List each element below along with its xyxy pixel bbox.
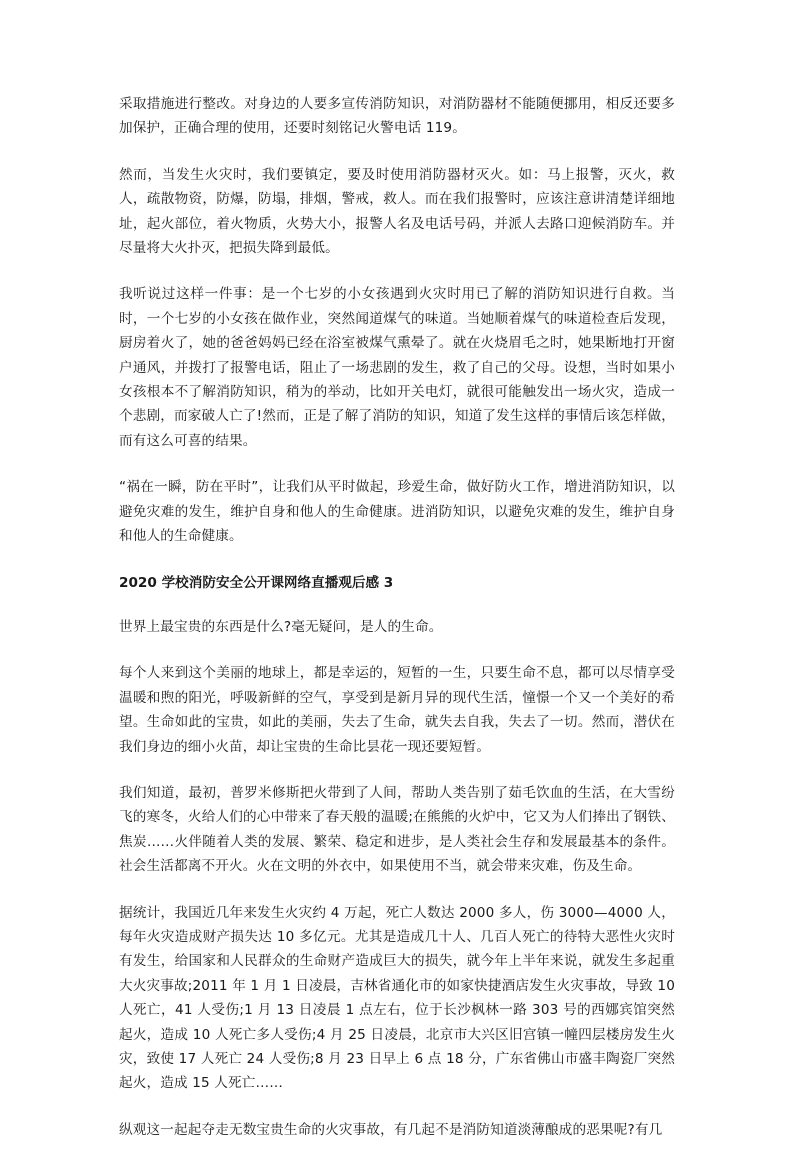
paragraph: 每个人来到这个美丽的地球上，都是幸运的，短暂的一生，只要生命不息，都可以尽情享受温暖和煦的阳光，呼吸新鲜的空气，享受到是新月异的现代生活，憧憬一个又一个美好的希望。生命如此的宝贵，如此的美丽，失去了生命，就失去自我，失去了一切。然而，潜伏在我们身边的细小火苗，却让宝贵的生命比昙花一现还要短暂。 xyxy=(119,665,675,755)
paragraph: “祸在一瞬，防在平时”，让我们从平时做起，珍爱生命，做好防火工作，增进消防知识，以避免灾难的发生，维护自身和他人的生命健康。进消防知识，以避免灾难的发生，维护自身和他人的生命健康。 xyxy=(119,479,675,545)
paragraph: 采取措施进行整改。对身边的人要多宣传消防知识，对消防器材不能随便挪用，相反还要多加保护，正确合理的使用，还要时刻铭记火警电话 119。 xyxy=(119,96,675,137)
document-page xyxy=(119,92,675,1164)
paragraph: 我们知道，最初，普罗米修斯把火带到了人间，帮助人类告别了茹毛饮血的生活，在大雪纷飞的寒冬，火给人们的心中带来了春天般的温暖;在熊熊的火炉中，它又为人们捧出了钢铁、焦炭……火伴随着人类的发展、繁荣、稳定和进步，是人类社会生存和发展最基本的条件。社会生活都离不开火。火在文明的外衣中，如果使用不当，就会带来灾难，伤及生命。 xyxy=(119,784,675,875)
paragraph: 纵观这一起起夺走无数宝贵生命的火灾事故，有几起不是消防知道淡薄酿成的恶果呢?有几 xyxy=(119,1121,663,1138)
paragraph: 据统计，我国近几年来发生火灾约 4 万起，死亡人数达 2000 多人，伤 3000—4000 人，每年火灾造成财产损失达 10 多亿元。尤其是造成几十人、几百人死亡的待特大恶性火灾时有发生，给国家和人民群众的生命财产造成巨大的损失，就今年上半年来说，就发生多起重大火灾事故;2011 年 1 月 1 日凌晨，吉林省通化市的如家快捷酒店发生火灾事故，导致 10 人死亡，41 人受伤;1 月 13 日凌晨 1 点左右，位于长沙枫林一路 303 号的西娜宾馆突然起火，造成 10 人死亡多人受伤;4 月 25 日凌晨，北京市大兴区旧宫镇一幢四层楼房发生火灾，致使 17 人死亡 24 人受伤;8 月 23 日早上 6 点 18 分，广东省佛山市盛丰陶瓷厂突然起火，造成 15 人死亡…… xyxy=(119,904,675,1092)
paragraph: 世界上最宝贵的东西是什么?毫无疑问，是人的生命。 xyxy=(119,618,443,635)
paragraph: 我听说过这样一件事：是一个七岁的小女孩遇到火灾时用已了解的消防知识进行自救。当时，一个七岁的小女孩在做作业，突然闻道煤气的味道。当她顺着煤气的味道检查后发现，厨房着火了，她的爸爸妈妈已经在浴室被煤气熏晕了。就在火烧眉毛之时，她果断地打开窗户通风，并拨打了报警电话，阻止了一场悲剧的发生，救了自己的父母。设想，当时如果小女孩根本不了解消防知识，稍为的举动，比如开关电灯，就很可能触发出一场火灾，造成一个悲剧，而家破人亡了!然而，正是了解了消防的知识，知道了发生这样的事情后该怎样做，而有这么可喜的结果。 xyxy=(119,286,675,449)
paragraph: 然而，当发生火灾时，我们要镇定，要及时使用消防器材灭火。如：马上报警，灭火，救人，疏散物资，防爆，防塌，排烟，警戒，救人。而在我们报警时，应该注意讲清楚详细地址，起火部位，着火物质，火势大小，报警人名及电话号码，并派人去路口迎候消防车。并尽量将大火扑灭，把损失降到最低。 xyxy=(119,166,675,257)
section-heading: 2020 学校消防安全公开课网络直播观后感 3 xyxy=(119,574,394,591)
